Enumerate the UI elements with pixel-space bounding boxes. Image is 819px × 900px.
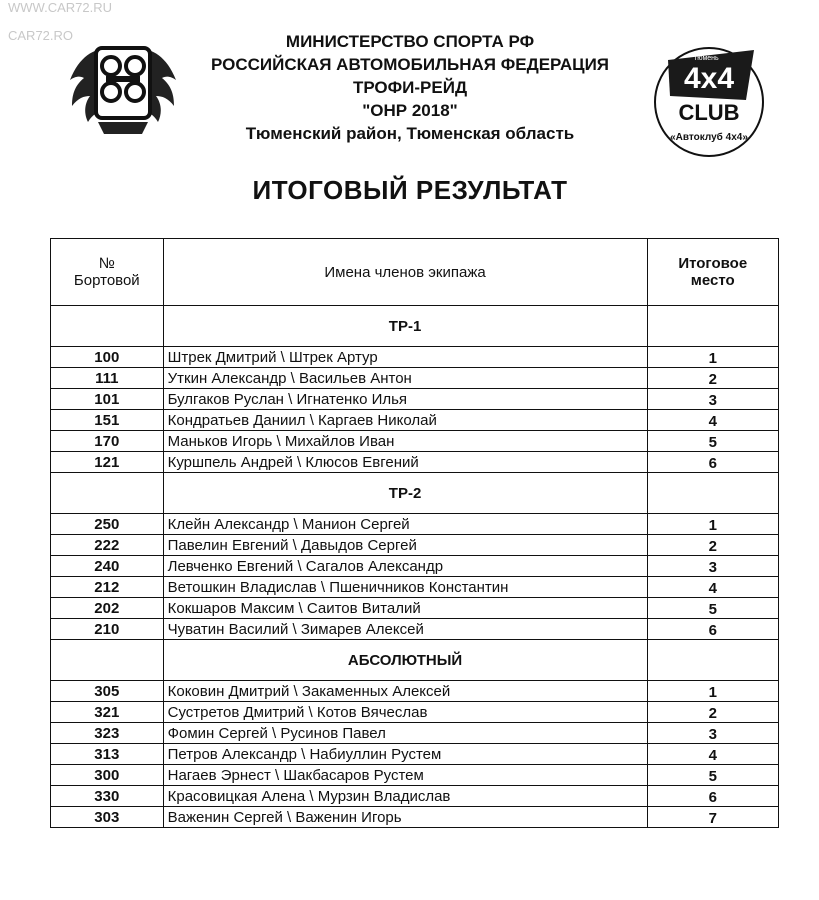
crew-number: 303 [51, 807, 164, 828]
crew-number: 111 [51, 368, 164, 389]
table-row [51, 619, 779, 640]
club-logo-big-text: 4x4 [683, 62, 735, 95]
category-empty-cell [647, 640, 779, 681]
crew-number: 323 [51, 723, 164, 744]
header-event-name: "ОНР 2018" [362, 101, 458, 120]
club-4x4-logo [650, 40, 768, 158]
header-ministry: МИНИСТЕРСТВО СПОРТА РФ [285, 32, 535, 51]
watermark-url-secondary: CAR72.RO [8, 28, 74, 43]
crew-names: Нагаев Эрнест \ Шакбасаров Рустем [163, 765, 647, 786]
crew-names: Фомин Сергей \ Русинов Павел [163, 723, 647, 744]
final-place: 2 [647, 368, 779, 389]
final-place: 5 [647, 765, 779, 786]
crew-names: Клейн Александр \ Манион Сергей [163, 514, 647, 535]
crew-number: 151 [51, 410, 164, 431]
crew-names: Маньков Игорь \ Михайлов Иван [163, 431, 647, 452]
column-header-names: Имена членов экипажа [163, 239, 647, 306]
final-place: 4 [647, 410, 779, 431]
club-logo-club-text: CLUB [678, 100, 740, 125]
final-place: 2 [647, 535, 779, 556]
category-name: АБСОЛЮТНЫЙ [163, 640, 647, 681]
crew-number: 121 [51, 452, 164, 473]
category-name: ТР-2 [163, 473, 647, 514]
crew-names: Левченко Евгений \ Сагалов Александр [163, 556, 647, 577]
table-row [51, 514, 779, 535]
final-place: 3 [647, 556, 779, 577]
crew-number: 202 [51, 598, 164, 619]
final-place: 4 [647, 744, 779, 765]
document-header [160, 30, 660, 145]
final-place: 3 [647, 723, 779, 744]
table-row [51, 556, 779, 577]
crew-names: Петров Александр \ Набиуллин Рустем [163, 744, 647, 765]
table-row [51, 452, 779, 473]
crew-names: Сустретов Дмитрий \ Котов Вячеслав [163, 702, 647, 723]
final-place: 6 [647, 786, 779, 807]
table-row [51, 681, 779, 702]
table-row [51, 723, 779, 744]
category-row [51, 473, 779, 514]
crew-names: Кондратьев Даниил \ Каргаев Николай [163, 410, 647, 431]
watermark-url: WWW.CAR72.RU [8, 0, 112, 15]
crew-number: 313 [51, 744, 164, 765]
crew-number: 210 [51, 619, 164, 640]
final-place: 6 [647, 619, 779, 640]
crew-names: Ветошкин Владислав \ Пшеничников Константин [163, 577, 647, 598]
club-logo-city: Тюмень [693, 55, 719, 62]
final-place: 3 [647, 389, 779, 410]
final-place: 1 [647, 347, 779, 368]
crew-names: Важенин Сергей \ Важенин Игорь [163, 807, 647, 828]
crew-number: 305 [51, 681, 164, 702]
column-header-place [647, 239, 779, 306]
table-row [51, 786, 779, 807]
header-federation: РОССИЙСКАЯ АВТОМОБИЛЬНАЯ ФЕДЕРАЦИЯ [210, 55, 610, 74]
table-row [51, 765, 779, 786]
crew-number: 101 [51, 389, 164, 410]
crew-names: Кокшаров Максим \ Саитов Виталий [163, 598, 647, 619]
column-header-number [51, 239, 164, 306]
page-title: ИТОГОВЫЙ РЕЗУЛЬТАТ [252, 175, 568, 205]
column-header-number-label: Бортовой [73, 272, 140, 289]
category-row [51, 640, 779, 681]
table-row [51, 535, 779, 556]
table-row [51, 598, 779, 619]
table-row [51, 389, 779, 410]
crew-number: 250 [51, 514, 164, 535]
results-table [50, 238, 779, 828]
crew-number: 212 [51, 577, 164, 598]
table-row [51, 577, 779, 598]
category-empty-cell [51, 640, 164, 681]
club-logo-subtitle: «Автоклуб 4x4» [670, 132, 748, 143]
final-place: 7 [647, 807, 779, 828]
table-row [51, 702, 779, 723]
table-row [51, 410, 779, 431]
crew-number: 240 [51, 556, 164, 577]
column-header-number-symbol: № [98, 255, 115, 272]
category-empty-cell [647, 473, 779, 514]
final-place: 4 [647, 577, 779, 598]
crew-names: Чуватин Василий \ Зимарев Алексей [163, 619, 647, 640]
table-header-row [51, 239, 779, 306]
crew-names: Павелин Евгений \ Давыдов Сергей [163, 535, 647, 556]
column-header-place-line2: место [690, 272, 735, 289]
category-name: ТР-1 [163, 306, 647, 347]
final-place: 5 [647, 598, 779, 619]
final-place: 5 [647, 431, 779, 452]
final-place: 1 [647, 514, 779, 535]
category-empty-cell [51, 473, 164, 514]
final-place: 1 [647, 681, 779, 702]
crew-names: Красовицкая Алена \ Мурзин Владислав [163, 786, 647, 807]
crew-names: Булгаков Руслан \ Игнатенко Илья [163, 389, 647, 410]
final-place: 2 [647, 702, 779, 723]
category-empty-cell [647, 306, 779, 347]
table-row [51, 347, 779, 368]
crew-number: 300 [51, 765, 164, 786]
column-header-place-line1: Итоговое [678, 255, 748, 272]
crew-number: 330 [51, 786, 164, 807]
crew-names: Коковин Дмитрий \ Закаменных Алексей [163, 681, 647, 702]
table-row [51, 368, 779, 389]
table-row [51, 807, 779, 828]
crew-number: 222 [51, 535, 164, 556]
final-place: 6 [647, 452, 779, 473]
header-event-type: ТРОФИ-РЕЙД [352, 78, 468, 97]
crew-number: 100 [51, 347, 164, 368]
crew-names: Уткин Александр \ Васильев Антон [163, 368, 647, 389]
table-row [51, 431, 779, 452]
crew-number: 321 [51, 702, 164, 723]
category-row [51, 306, 779, 347]
crew-names: Куршпель Андрей \ Клюсов Евгений [163, 452, 647, 473]
category-empty-cell [51, 306, 164, 347]
crew-names: Штрек Дмитрий \ Штрек Артур [163, 347, 647, 368]
table-row [51, 744, 779, 765]
crew-number: 170 [51, 431, 164, 452]
header-location: Тюменский район, Тюменская область [245, 124, 575, 143]
